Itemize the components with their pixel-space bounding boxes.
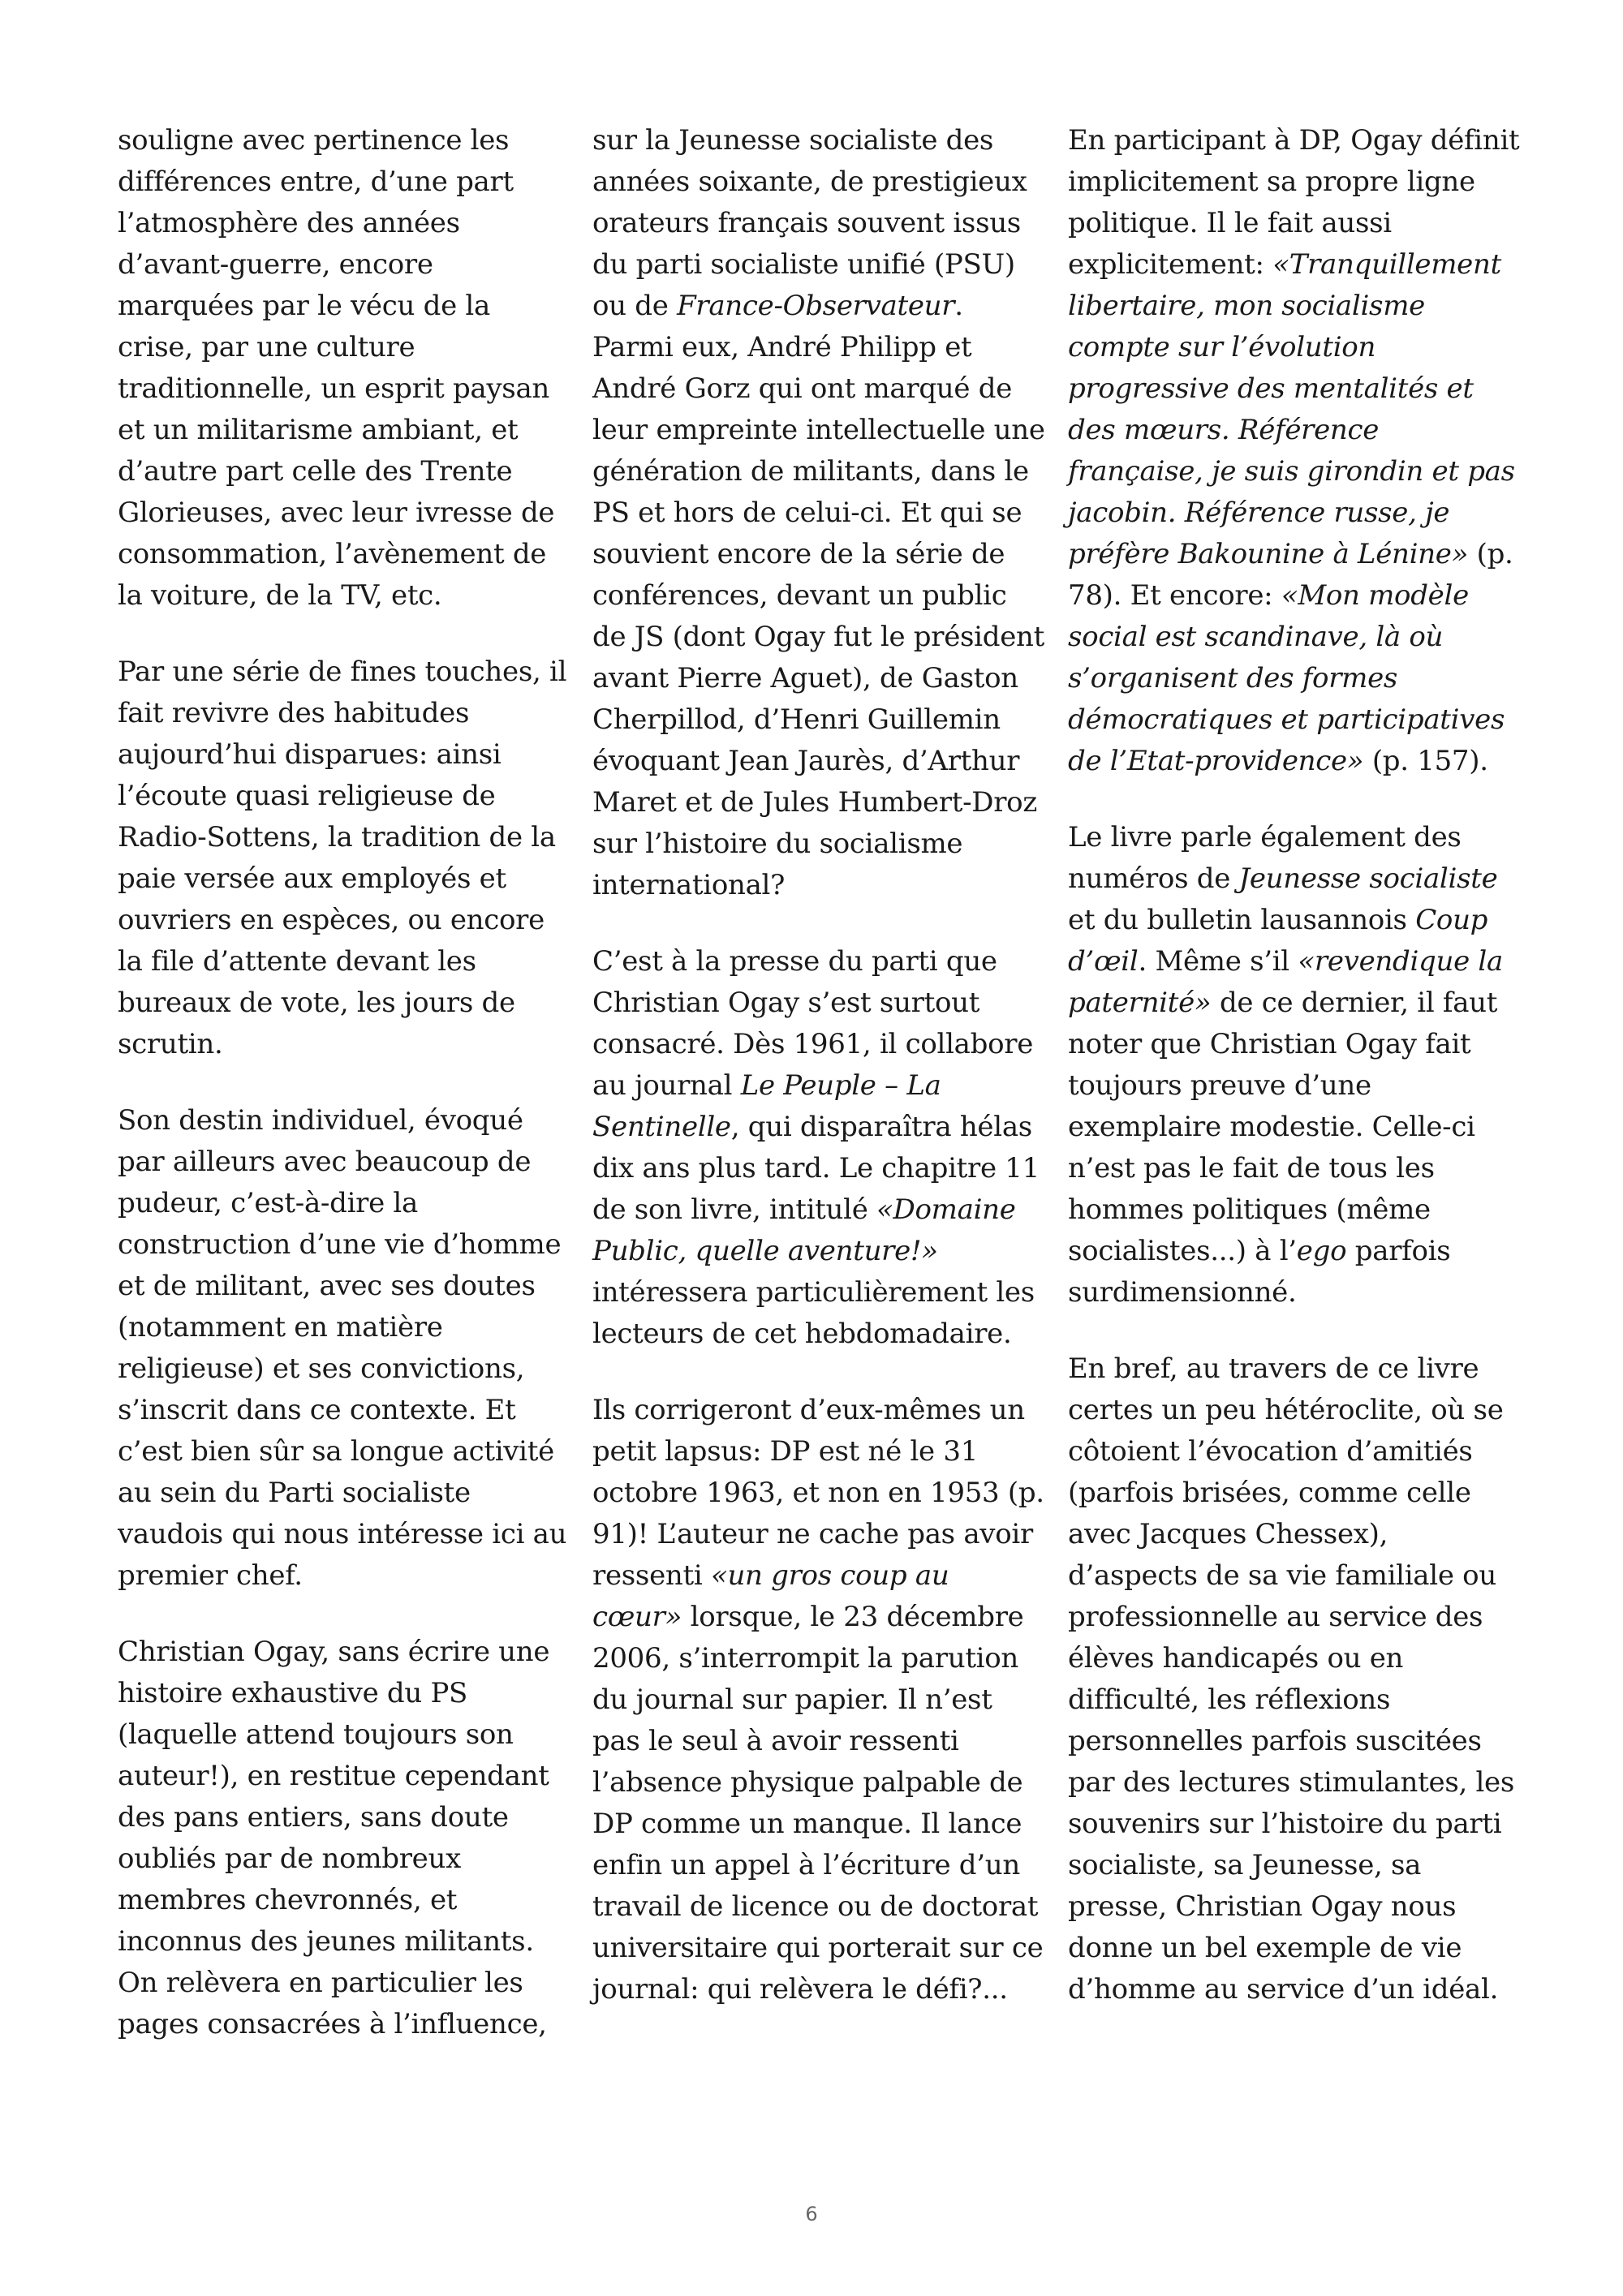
text-run: En bref, au travers de ce livre certes un peu hétéroclite, où se côtoient l’évocation d’amitiés (parfois brisées, comme celle avec Jacques Chessex), d’aspects de sa vie familiale ou professionnelle au service des élèves handicapés ou en difficulté, les réflexions personnelles parfois suscitées par des lectures stimulantes, les souvenirs sur l’histoire du parti socialiste, sa Jeunesse, sa presse, Christian Ogay nous donne un bel exemple de vie d’homme au service d’un idéal. <box>1068 1352 1515 2006</box>
text-run: En participant à DP, Ogay définit implicitement sa propre ligne politique. Il le fait aussi explicitement: <box>1068 124 1520 281</box>
italic-text: «un gros coup au cœur» <box>592 1559 949 1633</box>
italic-text: «Domaine Public, quelle aventure!» <box>592 1193 1016 1267</box>
text-run: . Même s’il <box>1138 945 1298 978</box>
text-run: , qui disparaîtra hélas dix ans plus tard. Le chapitre 11 de son livre, intitulé <box>592 1111 1040 1226</box>
paragraph <box>592 941 1047 1355</box>
text-run: Son destin individuel, évoqué par ailleurs avec beaucoup de pudeur, c’est-à-dire la construction d’une vie d’homme et de militant, avec ses doutes (notamment en matière religieuse) et ses convictions, s’inscrit dans ce contexte. Et c’est bien sûr sa longue activité au sein du Parti socialiste vaudois qui nous intéresse ici au premier chef. <box>118 1104 567 1592</box>
text-run: et du bulletin lausannois <box>1068 904 1416 936</box>
text-run: sur la Jeunesse socialiste des années soixante, de prestigieux orateurs français souvent issus du parti socialiste unifié (PSU) ou de <box>592 124 1027 322</box>
text-run: souligne avec pertinence les différences entre, d’une part l’atmosphère des années d’avant-guerre, encore marquées par le vécu de la crise, par une culture traditionnelle, un esprit paysan et un militarisme ambiant, et d’autre part celle des Trente Glorieuses, avec leur ivresse de consommation, l’avènement de la voiture, de la TV, etc. <box>118 124 555 612</box>
paragraph <box>592 1390 1047 2010</box>
text-column-2 <box>592 120 1047 2045</box>
text-run: lorsque, le 23 décembre 2006, s’interrompit la parution du journal sur papier. Il n’est pas le seul à avoir ressenti l’absence physique palpable de DP comme un manque. Il lance enfin un appel à l’écriture d’un travail de licence ou de doctorat universitaire qui porterait sur ce journal: qui relèvera le défi?... <box>592 1601 1044 2006</box>
italic-text: France-Observateur <box>677 290 955 322</box>
italic-text: «revendique la paternité» <box>1068 945 1503 1019</box>
text-column-1 <box>118 120 572 2080</box>
italic-text: «Mon modèle social est scandinave, là où s’organisent des formes démocratiques et participatives de l’Etat-providence» <box>1068 579 1505 777</box>
text-run: . Parmi eux, André Philipp et André Gorz qui ont marqué de leur empreinte intellectuelle une génération de militants, dans le PS et hors de celui-ci. Et qui se souvient encore de la série de conférences, devant un public de JS (dont Ogay fut le président avant Pierre Aguet), de Gaston Cherpillod, d’Henri Guillemin évoquant Jean Jaurès, d’Arthur Maret et de Jules Humbert-Droz sur l’histoire du socialisme international? <box>592 290 1045 901</box>
italic-text: Le Peuple – La Sentinelle <box>592 1069 941 1143</box>
text-column-3 <box>1068 120 1522 2045</box>
text-run: (p. 78). Et encore: <box>1068 538 1513 612</box>
italic-text: «Tranquillement libertaire, mon socialisme compte sur l’évolution progressive des mentalités et des mœurs. Référence française, je suis girondin et pas jacobin. Référence russe, je préfère Bakounine à Lénine» <box>1068 248 1515 570</box>
paragraph <box>118 1632 572 2045</box>
page-number: 6 <box>805 2203 818 2225</box>
paragraph <box>592 120 1047 906</box>
text-run: de ce dernier, il faut noter que Christian Ogay fait toujours preuve d’une exemplaire modestie. Celle-ci n’est pas le fait de tous les hommes politiques (même socialistes...) à l’ <box>1068 987 1498 1267</box>
italic-text: ego <box>1296 1235 1347 1267</box>
paragraph <box>1068 1348 1522 2010</box>
paragraph <box>118 1100 572 1597</box>
paragraph <box>1068 817 1522 1314</box>
text-run: (p. 157). <box>1363 745 1488 777</box>
text-run: Ils corrigeront d’eux-mêmes un petit lapsus: DP est né le 31 octobre 1963, et non en 1953 (p. 91)! L’auteur ne cache pas avoir ressenti <box>592 1394 1044 1592</box>
paragraph <box>1068 120 1522 782</box>
italic-text: Coup d’œil <box>1068 904 1488 978</box>
italic-text: Jeunesse socialiste <box>1238 862 1498 895</box>
text-run: Le livre parle également des numéros de <box>1068 821 1462 895</box>
text-run: C’est à la presse du parti que Christian Ogay s’est surtout consacré. Dès 1961, il collabore au journal <box>592 945 1034 1102</box>
text-run: intéressera particulièrement les lecteurs de cet hebdomadaire. <box>592 1276 1035 1350</box>
paragraph <box>118 651 572 1065</box>
text-run: Par une série de fines touches, il fait revivre des habitudes aujourd’hui disparues: ainsi l’écoute quasi religieuse de Radio-Sottens, la tradition de la paie versée aux employés et ouvriers en espèces, ou encore la file d’attente devant les bureaux de vote, les jours de scrutin. <box>118 656 567 1060</box>
paragraph <box>118 120 572 617</box>
text-run: parfois surdimensionné. <box>1068 1235 1451 1309</box>
text-run: Christian Ogay, sans écrire une histoire exhaustive du PS (laquelle attend toujours son auteur!), en restitue cependant des pans entiers, sans doute oubliés par de nombreux membres chevronnés, et inconnus des jeunes militants. On relèvera en particulier les pages consacrées à l’influence, <box>118 1636 550 2040</box>
